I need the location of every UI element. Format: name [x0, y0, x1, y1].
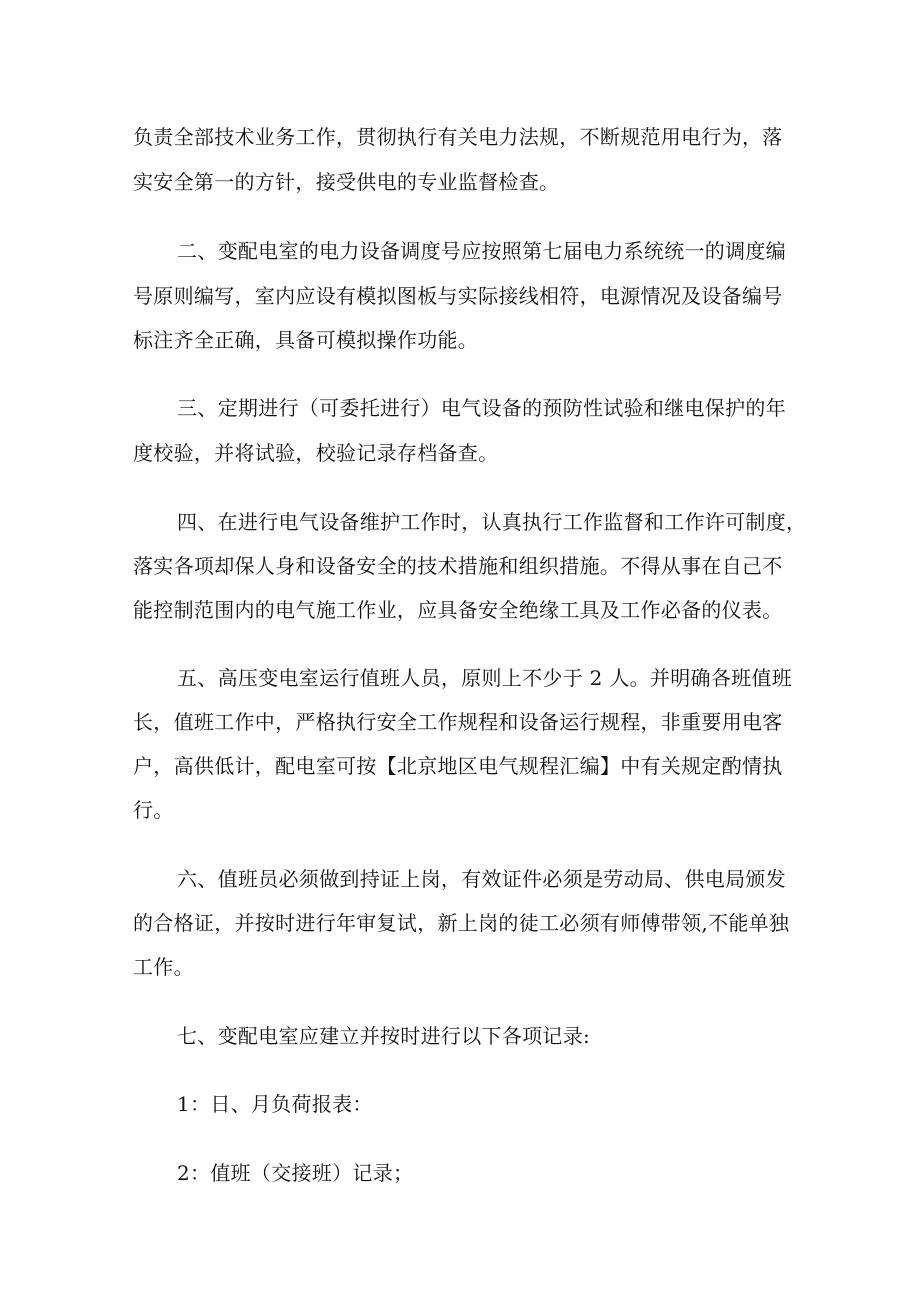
paragraph-7-line: 七、变配电室应建立并按时进行以下各项记录:: [177, 1024, 591, 1048]
text-line: 工作。: [133, 955, 194, 979]
text-line: 行。: [133, 798, 174, 822]
list-item: 2：值班（交接班）记录；: [177, 1161, 414, 1185]
paragraph-2-line: 二、变配电室的电力设备调度号应按照第七届电力系统统一的调度编: [177, 239, 786, 263]
text-line: 负责全部技术业务工作，贯彻执行有关电力法规，不断规范用电行为，落: [133, 125, 783, 149]
text-line: 长，值班工作中，严格执行安全工作规程和设备运行规程，非重要用电客: [133, 710, 783, 734]
text-line: 标注齐全正确，具备可模拟操作功能。: [133, 328, 479, 352]
text-line: 实安全第一的方针，接受供电的专业监督检查。: [133, 170, 560, 194]
list-item: 1：日、月负荷报表：: [177, 1092, 373, 1116]
paragraph-6-line: 六、值班员必须做到持证上岗，有效证件必须是劳动局、供电局颁发: [177, 867, 786, 891]
paragraph-5-line: 五、高压变电室运行值班人员，原则上不少于 2 人。并明确各班值班: [177, 666, 793, 690]
text-line: 号原则编写，室内应设有模拟图板与实际接线相符，电源情况及设备编号: [133, 284, 783, 308]
paragraph-4-line: 四、在进行电气设备维护工作时，认真执行工作监督和工作许可制度，: [177, 510, 807, 534]
text-line: 的合格证，并按时进行年审复试，新上岗的徒工必须有师傅带领,不能单独: [133, 911, 790, 935]
paragraph-3-line: 三、定期进行（可委托进行）电气设备的预防性试验和继电保护的年: [177, 396, 786, 420]
text-line: 落实各项却保人身和设备安全的技术措施和组织措施。不得从事在自己不: [133, 554, 783, 578]
text-line: 能控制范围内的电气施工作业，应具备安全绝缘工具及工作必备的仪表。: [133, 598, 783, 622]
text-line: 户，高供低计，配电室可按【北京地区电气规程汇编】中有关规定酌情执: [133, 754, 783, 778]
text-line: 度校验，并将试验，校验记录存档备查。: [133, 441, 499, 465]
